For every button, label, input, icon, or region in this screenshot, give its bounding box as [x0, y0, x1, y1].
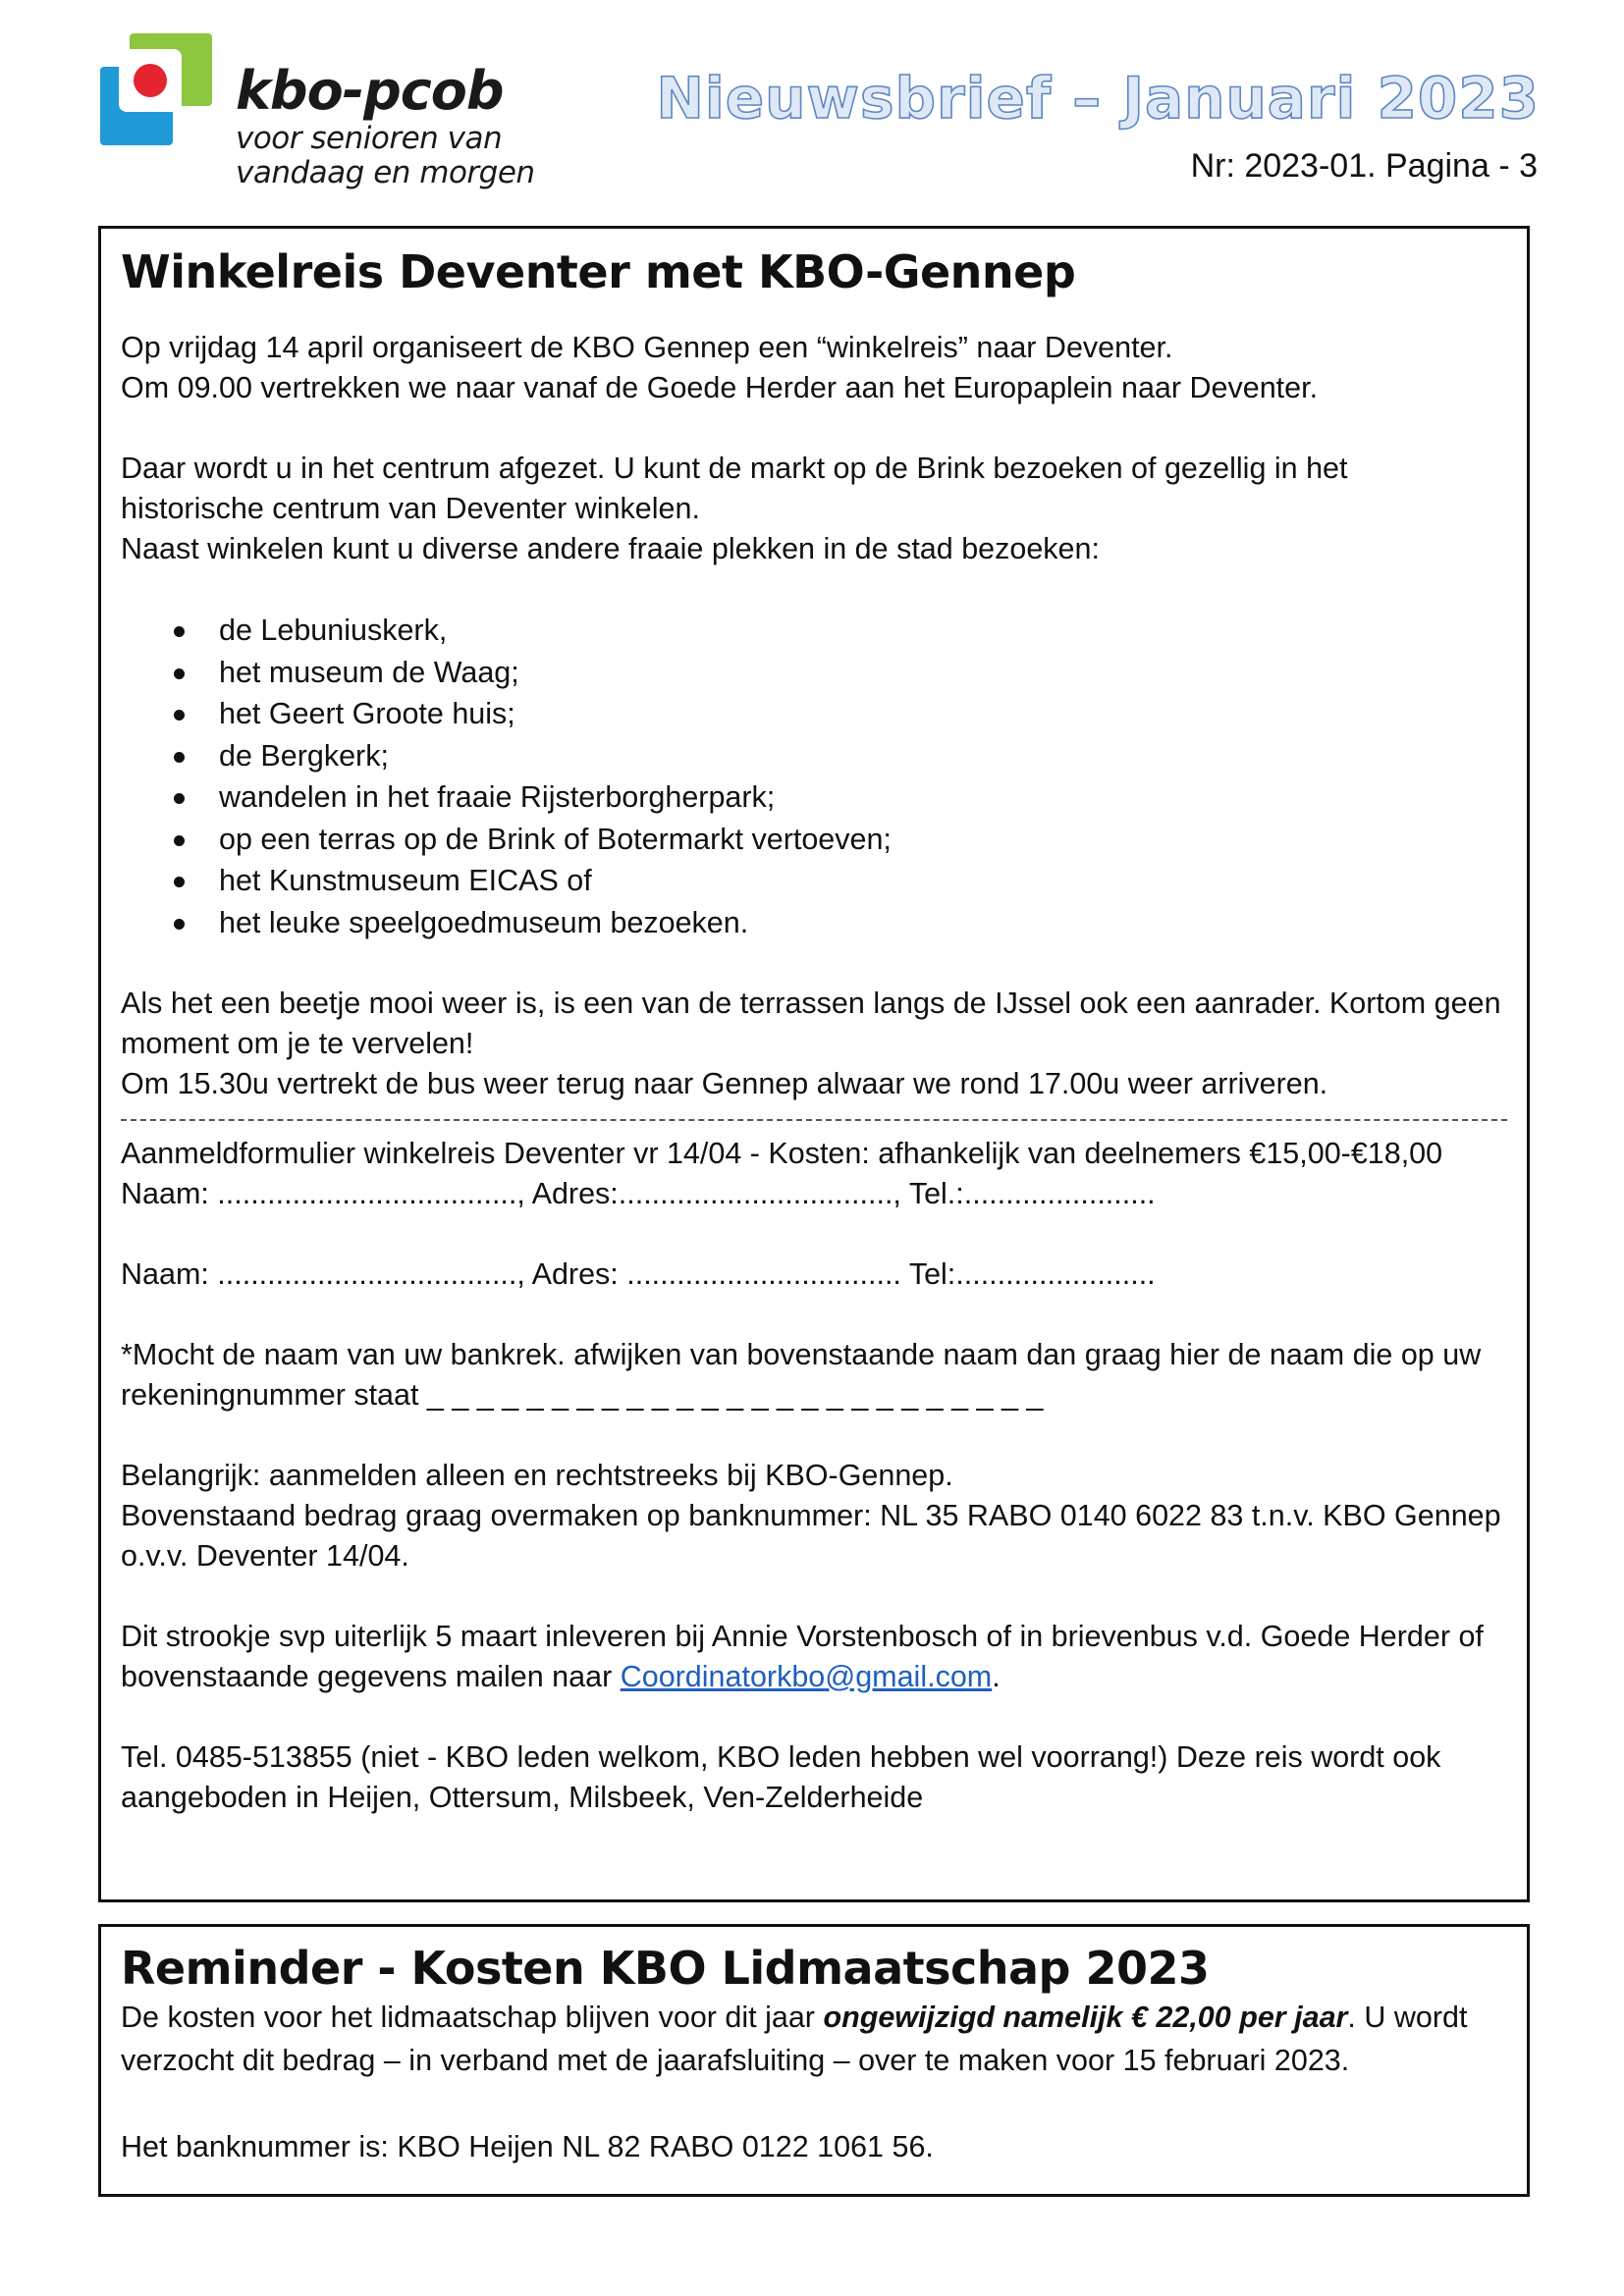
paragraph: Tel. 0485-513855 (niet - KBO leden welkom, KBO leden hebben wel voorrang!) Deze reis wordt ook	[121, 1740, 1441, 1774]
bullet-icon	[174, 877, 185, 887]
paragraph: Op vrijdag 14 april organiseert de KBO Gennep een “winkelreis” naar Deventer.	[121, 331, 1173, 364]
paragraph: Bovenstaand bedrag graag overmaken op banknummer: NL 35 RABO 0140 6022 83 t.n.v. KBO Gennep	[121, 1499, 1501, 1532]
list-item: de Lebuniuskerk,	[121, 610, 1507, 652]
paragraph: o.v.v. Deventer 14/04.	[121, 1539, 409, 1573]
paragraph: Dit strookje svp uiterlijk 5 maart inleveren bij Annie Vorstenbosch of in brievenbus v.d. Goede Herder of	[121, 1620, 1484, 1653]
issue-number: Nr: 2023-01. Pagina - 3	[1190, 147, 1538, 185]
bullet-icon	[174, 835, 185, 846]
list-item: het Kunstmuseum EICAS of	[121, 860, 1507, 902]
bullet-icon	[174, 752, 185, 763]
kbo-logo-icon	[100, 33, 212, 145]
paragraph: moment om je te vervelen!	[121, 1027, 474, 1060]
form-heading: Aanmeldformulier winkelreis Deventer vr 14/04 - Kosten: afhankelijk van deelnemers €15,00-€18,00	[121, 1137, 1443, 1170]
paragraph: Als het een beetje mooi weer is, is een van de terrassen langs de IJssel ook een aanrader. Kortom geen	[121, 987, 1501, 1020]
paragraph: historische centrum van Deventer winkelen.	[121, 492, 700, 525]
paragraph: Belangrijk: aanmelden alleen en rechtstreeks bij KBO-Gennep.	[121, 1459, 953, 1492]
paragraph: Om 15.30u vertrekt de bus weer terug naar Gennep alwaar we rond 17.00u weer arriveren.	[121, 1067, 1328, 1100]
paragraph: *Mocht de naam van uw bankrek. afwijken van bovenstaande naam dan graag hier de naam die op uw	[121, 1338, 1482, 1371]
list-item: de Bergkerk;	[121, 735, 1507, 777]
brand-tagline-1: voor senioren van	[236, 121, 503, 156]
brand-name: kbo-pcob	[236, 60, 504, 122]
bank-account-line: Het banknummer is: KBO Heijen NL 82 RABO 0122 1061 56.	[121, 2130, 934, 2163]
paragraph: Naast winkelen kunt u diverse andere fraaie plekken in de stad bezoeken:	[121, 532, 1100, 565]
bullet-icon	[174, 793, 185, 804]
paragraph: bovenstaande gegevens mailen naar Coordinatorkbo@gmail.com.	[121, 1660, 1001, 1693]
list-item: het Geert Groote huis;	[121, 693, 1507, 735]
list-item: het leuke speelgoedmuseum bezoeken.	[121, 902, 1507, 944]
bullet-icon	[174, 710, 185, 721]
list-item: het museum de Waag;	[121, 652, 1507, 694]
email-link[interactable]: Coordinatorkbo@gmail.com	[620, 1660, 993, 1693]
article-winkelreis	[98, 226, 1530, 1902]
form-name-address-line: Naam: ...................................., Adres:................................., Tel.:.......................	[121, 1177, 1156, 1210]
paragraph: Daar wordt u in het centrum afgezet. U kunt de markt op de Brink bezoeken of gezellig in het	[121, 452, 1348, 485]
paragraph: rekeningnummer staat _ _ _ _ _ _ _ _ _ _ _ _ _ _ _ _ _ _ _ _ _ _ _ _ _	[121, 1378, 1044, 1412]
bullet-icon	[174, 919, 185, 930]
paragraph: Om 09.00 vertrekken we naar vanaf de Goede Herder aan het Europaplein naar Deventer.	[121, 371, 1319, 404]
article-lidmaatschap	[98, 1924, 1530, 2197]
list-item: op een terras op de Brink of Botermarkt vertoeven;	[121, 819, 1507, 861]
paragraph: verzocht dit bedrag – in verband met de jaarafsluiting – over te maken voor 15 februari 2023.	[121, 2044, 1350, 2077]
list-item: wandelen in het fraaie Rijsterborgherpark;	[121, 776, 1507, 819]
cut-line-divider	[121, 1119, 1507, 1121]
newsletter-title: Nieuwsbrief – Januari 2023	[656, 65, 1540, 132]
bullet-icon	[174, 626, 185, 637]
form-name-address-line: Naam: ...................................., Adres: ................................. Tel:........................	[121, 1257, 1156, 1291]
bullet-icon	[174, 668, 185, 679]
article-title: Winkelreis Deventer met KBO-Gennep	[121, 245, 1076, 298]
places-list	[121, 610, 1507, 943]
fee-emphasis: ongewijzigd namelijk € 22,00 per jaar	[823, 2001, 1348, 2034]
brand-wordmark	[236, 61, 535, 190]
paragraph: De kosten voor het lidmaatschap blijven voor dit jaar ongewijzigd namelijk € 22,00 per jaar. U wordt	[121, 2001, 1468, 2034]
paragraph: aangeboden in Heijen, Ottersum, Milsbeek, Ven-Zelderheide	[121, 1781, 924, 1814]
article-title: Reminder - Kosten KBO Lidmaatschap 2023	[121, 1942, 1210, 1995]
brand-tagline-2: vandaag en morgen	[236, 155, 535, 190]
